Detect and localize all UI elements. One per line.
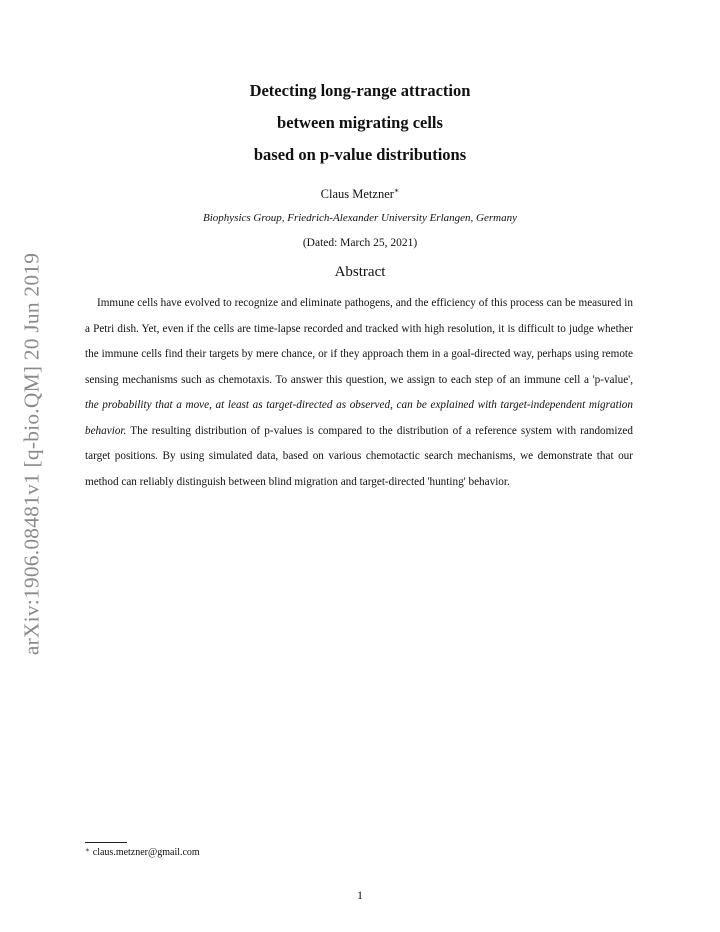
author-footnote-marker: ∗ [393, 186, 400, 195]
abstract-body [85, 291, 633, 495]
author-name: Claus Metzner [320, 187, 394, 201]
page-number: 1 [357, 888, 363, 902]
title-line-2: between migrating cells [277, 113, 443, 132]
author-line [0, 186, 720, 202]
abstract-text-part-1: Immune cells have evolved to recognize and eliminate pathogens, and the efficiency of this process can be measured in a Petri dish. Yet, even if the cells are time-lapse recorded and tracked with high resolution, it is difficult to judge whether the immune cells find their targets by mere chance, or if they approach them in a goal-directed way, perhaps using remote sensing mechanisms such as chemotaxis. To answer this question, we assign to each step of an immune cell a 'p-value', [85, 297, 633, 386]
abstract-emphasized-definition: the probability that a move, at least as target-directed as observed, can be explained with target-independent migration behavior. [85, 399, 633, 437]
paper-title [0, 78, 720, 174]
dated-line: (Dated: March 25, 2021) [302, 237, 418, 249]
arxiv-identifier-stamp: arXiv:1906.08481v1 [q-bio.QM] 20 Jun 2019 [19, 252, 44, 656]
footnote-rule [85, 842, 127, 843]
abstract-text-part-2: The resulting distribution of p-values is compared to the distribution of a reference system with randomized target positions. By using simulated data, based on various chemotactic search mechanisms, we demonstrate that our method can reliably distinguish between blind migration and target-directed 'hunting' behavior. [85, 424, 633, 488]
title-line-3: based on p-value distributions [253, 145, 467, 164]
abstract-heading: Abstract [334, 264, 386, 280]
footnote-email: claus.metzner@gmail.com [92, 847, 200, 858]
author-affiliation: Biophysics Group, Friedrich-Alexander University Erlangen, Germany [203, 212, 517, 224]
title-line-1: Detecting long-range attraction [249, 81, 471, 100]
footnote-marker: ∗ [85, 846, 90, 854]
footnote [85, 846, 200, 858]
